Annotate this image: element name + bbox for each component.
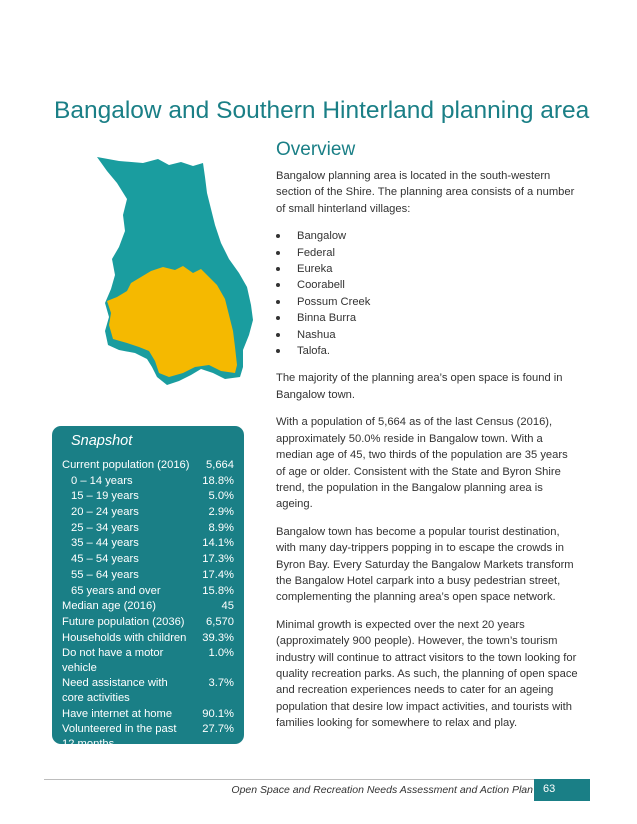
village-name: Talofa. xyxy=(297,345,330,358)
snapshot-row xyxy=(62,676,234,705)
stat-value: 1.0% xyxy=(208,647,234,660)
stat-label: 15 – 19 years xyxy=(71,490,139,503)
stat-value: 18.8% xyxy=(202,474,234,487)
section-heading: Overview xyxy=(276,139,356,160)
village-name: Bangalow xyxy=(297,230,347,243)
stat-label: 45 – 54 years xyxy=(71,553,139,566)
bullet-icon xyxy=(276,283,280,287)
village-name: Binna Burra xyxy=(297,312,357,325)
stat-value: 14.1% xyxy=(202,537,234,550)
overview-paragraph: With a population of 5,664 as of the last Census (2016), approximately 50.0% reside in Bangalow town. With a median age of 45, two thirds of the population are 35 years of age or older. Consistent with the State and Byron Shire trend, the population in the Bangalow planning area is ageing. xyxy=(276,416,568,511)
list-item xyxy=(276,261,578,277)
snapshot-row xyxy=(62,568,234,583)
stat-label: 35 – 44 years xyxy=(71,537,139,550)
stat-label: 65 years and over xyxy=(71,584,161,597)
snapshot-row xyxy=(62,521,234,536)
footer-document-title: Open Space and Recreation Needs Assessment and Action Plan xyxy=(231,784,533,796)
stat-label: 55 – 64 years xyxy=(71,568,139,581)
stat-value: 3.7% xyxy=(208,677,234,690)
page-title: Bangalow and Southern Hinterland planning area xyxy=(54,97,590,124)
list-item xyxy=(276,277,578,293)
stat-value: 17.4% xyxy=(202,568,234,581)
bullet-icon xyxy=(276,300,280,304)
stat-value: 15.8% xyxy=(202,584,234,597)
list-item xyxy=(276,294,578,310)
snapshot-row xyxy=(62,489,234,504)
stat-label: Median age (2016) xyxy=(62,600,156,613)
overview-paragraph: Minimal growth is expected over the next 20 years (approximately 900 people). However, the town’s tourism industry will continue to attract visitors to the town looking for quality recreation parks. As such, the planning of open space and recreation experiences needs to cater for an ageing population that desire low impact activities, and tourists with families looking for somewhere to relax and play. xyxy=(276,618,578,730)
stat-value: 8.9% xyxy=(208,521,234,534)
stat-label: 20 – 24 years xyxy=(71,506,139,519)
village-name: Nashua xyxy=(297,328,336,341)
stat-value: 5.0% xyxy=(208,490,234,503)
stat-value: 6,570 xyxy=(206,615,234,628)
stat-label: Households with children xyxy=(62,631,187,644)
overview-paragraph: Bangalow town has become a popular tourist destination, with many day-trippers popping in to escape the crowds in Byron Bay. Every Saturday the Bangalow Markets transform the Bangalow Hotel carpark into a busy pedestrian street, complementing the planning area’s open space network. xyxy=(276,525,574,604)
snapshot-row xyxy=(62,615,234,630)
stat-label: Volunteered in the past 12 months xyxy=(62,723,177,750)
overview-paragraph: Bangalow planning area is located in the south-western section of the Shire. The planning area consists of a number of small hinterland villages: xyxy=(276,170,575,215)
snapshot-row xyxy=(62,599,234,614)
snapshot-row xyxy=(62,646,234,675)
stat-value: 39.3% xyxy=(202,631,234,644)
snapshot-row xyxy=(62,631,234,646)
footer-divider xyxy=(44,779,588,780)
snapshot-row xyxy=(62,536,234,551)
stat-label: 25 – 34 years xyxy=(71,521,139,534)
list-item xyxy=(276,343,578,359)
village-name: Possum Creek xyxy=(297,295,371,308)
bullet-icon xyxy=(276,267,280,271)
stat-label: 0 – 14 years xyxy=(71,474,133,487)
village-name: Federal xyxy=(297,246,335,259)
list-item xyxy=(276,327,578,343)
stat-label: Have internet at home xyxy=(62,707,173,720)
village-list xyxy=(276,228,578,359)
page-number: 63 xyxy=(534,779,590,801)
snapshot-panel xyxy=(52,426,244,750)
planning-area-map xyxy=(95,155,255,390)
bullet-icon xyxy=(276,333,280,337)
snapshot-row xyxy=(62,584,234,599)
stat-value: 5,664 xyxy=(206,459,234,471)
stat-label: Do not have a motor vehicle xyxy=(62,647,164,674)
snapshot-row xyxy=(62,552,234,567)
stat-value: 17.3% xyxy=(202,553,234,566)
stat-value: 27.7% xyxy=(202,723,234,736)
snapshot-row xyxy=(62,707,234,722)
stat-value: 90.1% xyxy=(202,707,234,720)
bullet-icon xyxy=(276,234,280,238)
list-item xyxy=(276,310,578,326)
stat-value: 45 xyxy=(221,600,234,613)
bullet-icon xyxy=(276,349,280,353)
snapshot-row xyxy=(62,474,234,489)
stat-label: Need assistance with core activities xyxy=(62,677,168,704)
overview-paragraph: The majority of the planning area’s open space is found in Bangalow town. xyxy=(276,372,563,401)
list-item xyxy=(276,245,578,261)
stat-value: 2.9% xyxy=(208,506,234,519)
snapshot-row xyxy=(62,722,234,751)
snapshot-title: Snapshot xyxy=(71,433,133,449)
snapshot-row xyxy=(62,458,234,473)
bullet-icon xyxy=(276,316,280,320)
stat-label: Current population (2016) xyxy=(62,459,190,471)
overview-section xyxy=(276,168,578,743)
stat-label: Future population (2036) xyxy=(62,615,185,628)
village-name: Coorabell xyxy=(297,279,345,292)
list-item xyxy=(276,228,578,244)
village-name: Eureka xyxy=(297,263,333,276)
bullet-icon xyxy=(276,251,280,255)
snapshot-row xyxy=(62,505,234,520)
